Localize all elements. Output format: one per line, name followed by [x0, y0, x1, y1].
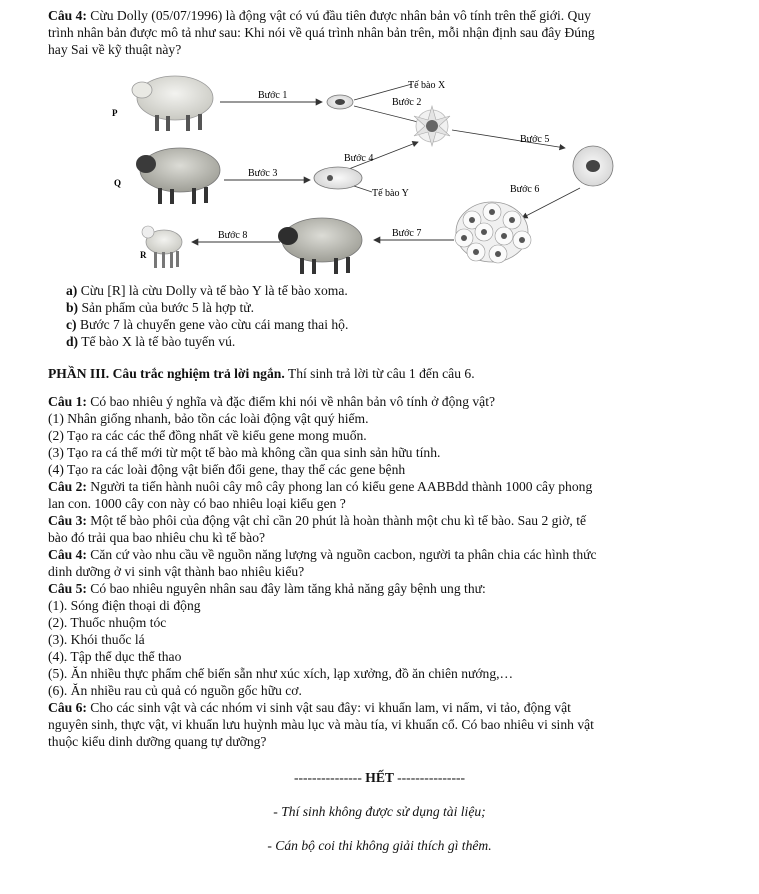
c2-line-1	[48, 479, 592, 495]
sheep-p-label: P	[112, 108, 118, 118]
q4-text-1: Cừu Dolly (05/07/1996) là động vật có vú đầu tiên được nhân bản vô tính trên thế giới. Quy	[86, 8, 591, 23]
c1-item-1: (1) Nhân giống nhanh, bảo tồn các loài động vật quý hiếm.	[48, 411, 369, 426]
c5-item-2: (2). Thuốc nhuộm tóc	[48, 615, 167, 630]
footer-note-1: - Thí sinh không được sử dụng tài liệu;	[273, 804, 486, 819]
lamb-r-image	[142, 226, 182, 268]
q4-option-b	[66, 300, 254, 316]
option-d-label: d)	[66, 334, 79, 349]
end-dashes-left: ---------------	[293, 770, 362, 785]
c6-label: Câu 6:	[48, 700, 87, 715]
step7-label: Bước 7	[392, 228, 422, 239]
cloning-diagram	[100, 60, 620, 285]
end-dashes-right: ---------------	[397, 770, 466, 785]
c5-item-1: (1). Sóng điện thoại di động	[48, 598, 201, 613]
c1-line	[48, 394, 495, 410]
q4-option-d	[66, 334, 235, 350]
end-marker	[0, 770, 759, 786]
option-c-label: c)	[66, 317, 77, 332]
step2-label: Bước 2	[392, 97, 422, 108]
cell-y-label: Tế bào Y	[372, 188, 409, 199]
c5-text: Có bao nhiêu nguyên nhân sau đây làm tăng khả năng gây bệnh ung thư:	[86, 581, 486, 596]
c5-item-4: (4). Tập thể dục thể thao	[48, 649, 182, 664]
c3-line-1	[48, 513, 586, 529]
c6-line-3: thuộc kiểu dinh dưỡng quang tự dưỡng?	[48, 734, 267, 749]
c6-text-1: Cho các sinh vật và các nhóm vi sinh vật sau đây: vi khuẩn lam, vi nấm, vi tảo, động vật	[86, 700, 571, 715]
step1-label: Bước 1	[258, 90, 288, 101]
c4-label: Câu 4:	[48, 547, 87, 562]
c5-label: Câu 5:	[48, 581, 87, 596]
step6-label: Bước 6	[510, 184, 540, 195]
c2-label: Câu 2:	[48, 479, 87, 494]
step3-label: Bước 3	[248, 168, 278, 179]
option-b-text: Sản phẩm của bước 5 là hợp tử.	[78, 300, 255, 315]
c4-text-1: Căn cứ vào nhu cầu về nguồn năng lượng và nguồn cacbon, người ta phân chia các hình thức	[86, 547, 597, 562]
c3-line-2: bào đó trải qua bao nhiêu chu kì tế bào?	[48, 530, 266, 545]
c2-line-2: lan con. 1000 cây con này có bao nhiêu loại kiểu gen ?	[48, 496, 346, 511]
q4-option-a	[66, 283, 348, 299]
c5-item-6: (6). Ăn nhiều rau củ quả có nguồn gốc hữu cơ.	[48, 683, 302, 698]
q4-label: Câu 4:	[48, 8, 87, 23]
c1-label: Câu 1:	[48, 394, 87, 409]
c5-item-5: (5). Ăn nhiều thực phẩm chế biến sẵn như xúc xích, lạp xưởng, đồ ăn chiên nướng,…	[48, 666, 514, 681]
q4-line-1	[48, 8, 591, 24]
blastocyst-image	[455, 202, 531, 263]
sheep-p-image	[132, 76, 213, 131]
c2-text-1: Người ta tiến hành nuôi cây mô cây phong lan có kiểu gene AABBdd thành 1000 cây phong	[86, 479, 593, 494]
part3-heading-line	[48, 366, 475, 382]
c1-item-3: (3) Tạo ra cá thể mới từ một tế bào mà không cần qua sinh sản hữu tính.	[48, 445, 441, 460]
option-d-text: Tế bào X là tế bào tuyến vú.	[78, 334, 236, 349]
c3-text-1: Một tế bào phôi của động vật chỉ cần 20 phút là hoàn thành một chu kì tế bào. Sau 2 giờ, tế	[86, 513, 587, 528]
surrogate-sheep-image	[278, 218, 362, 274]
q4-line-3: hay Sai về kỹ thuật này?	[48, 42, 182, 57]
part3-heading: PHẦN III. Câu trắc nghiệm trả lời ngắn.	[48, 366, 285, 381]
sheep-q-image	[136, 148, 220, 204]
step8-label: Bước 8	[218, 230, 248, 241]
end-word: HẾT	[361, 770, 398, 785]
step4-label: Bước 4	[344, 153, 374, 164]
cell-x-label: Tế bào X	[408, 80, 446, 91]
c1-item-4: (4) Tạo ra các loài động vật biến đổi gene, thay thế các gene bệnh	[48, 462, 406, 477]
sheep-r-label: R	[140, 250, 147, 260]
q4-option-c	[66, 317, 348, 333]
fusion-spark-image	[414, 106, 450, 146]
c4-line-1	[48, 547, 597, 563]
footer-note-2: - Cán bộ coi thi không giải thích gì thêm.	[267, 838, 492, 853]
option-c-text: Bước 7 là chuyển gene vào cừu cái mang thai hộ.	[76, 317, 349, 332]
q4-line-2: trình nhân bản được mô tả như sau: Khi nói về quá trình nhân bản trên, mỗi nhận định sau đây Đúng	[48, 25, 595, 40]
sheep-q-label: Q	[114, 178, 122, 188]
option-a-label: a)	[66, 283, 78, 298]
c4-line-2: dinh dưỡng ở vi sinh vật thành bao nhiêu kiểu?	[48, 564, 305, 579]
c5-line	[48, 581, 486, 597]
c1-item-2: (2) Tạo ra các các thể đồng nhất về kiểu gene mong muốn.	[48, 428, 367, 443]
egg-cell-image	[314, 167, 362, 189]
c3-label: Câu 3:	[48, 513, 87, 528]
c5-item-3: (3). Khói thuốc lá	[48, 632, 145, 647]
c6-line-2: nguyên sinh, thực vật, vi khuẩn lưu huỳnh màu lục và màu tía, vi khuẩn cổ. Có bao nhiêu vi sinh vật	[48, 717, 594, 732]
c6-line-1	[48, 700, 571, 716]
option-a-text: Cừu [R] là cừu Dolly và tế bào Y là tế bào xoma.	[77, 283, 348, 298]
option-b-label: b)	[66, 300, 79, 315]
part3-instruction: Thí sinh trả lời từ câu 1 đến câu 6.	[284, 366, 475, 381]
step5-label: Bước 5	[520, 134, 550, 145]
c1-text: Có bao nhiêu ý nghĩa và đặc điểm khi nói về nhân bản vô tính ở động vật?	[86, 394, 496, 409]
